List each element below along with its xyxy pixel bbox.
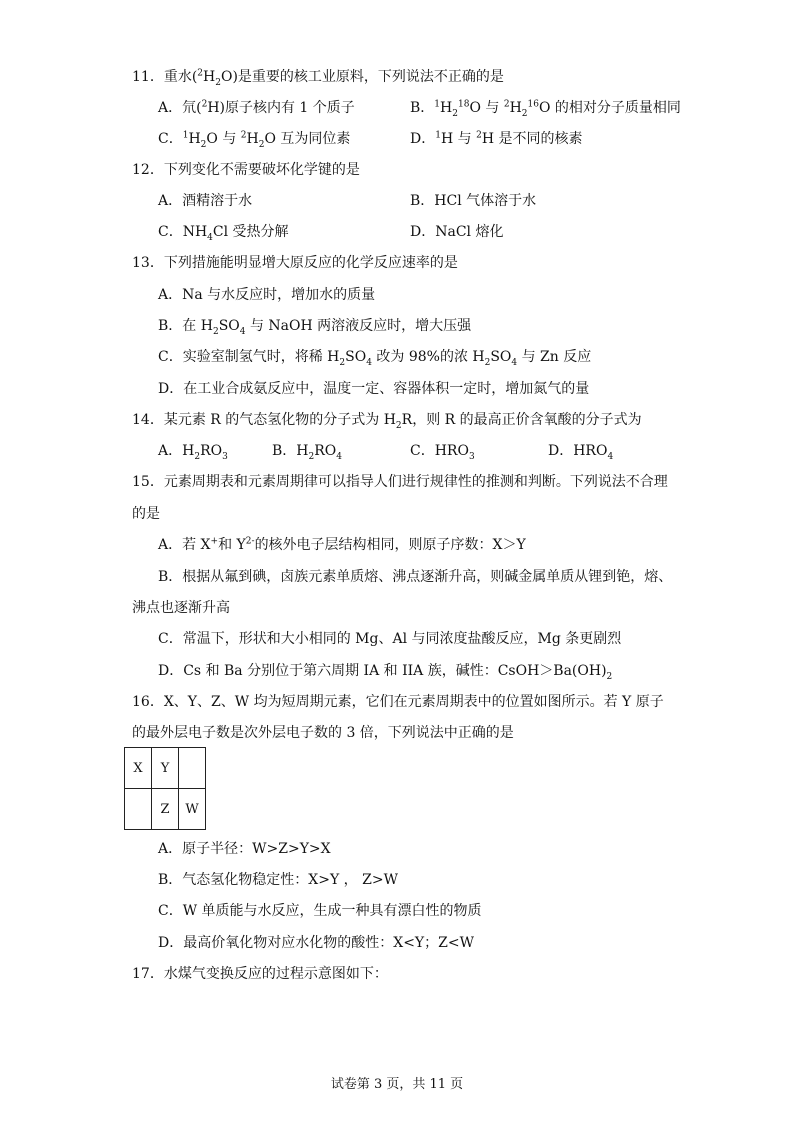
q13-option-b: B．在 $H_2SO_4$ 与 NaOH 两溶液反应时，增大压强	[158, 318, 472, 337]
grid-cell-empty	[125, 789, 152, 830]
q13-option-c: C．实验室制氢气时，将稀 $H_2SO_4$ 改为 98%的浓 $H_2SO_4$ 与 Zn 反应	[158, 349, 592, 368]
q15-option-b-line2: 沸点也逐渐升高	[132, 600, 230, 616]
q11-option-b: B．$^1H_2^{18}O$ 与 $^2H_2^{16}O$ 的相对分子质量相同	[410, 99, 681, 119]
q14-stem: 14．某元素 R 的气态氢化物的分子式为 $H_2R$，则 R 的最高正价含氧酸的分子式为	[132, 412, 642, 431]
grid-cell-z: Z	[152, 789, 179, 830]
q16-option-d: D．最高价氧化物对应水化物的酸性：X<Y；Z<W	[158, 935, 475, 951]
q15-option-a: A．若 X+和 $Y^{2-}$的核外电子层结构相同，则原子序数：X＞Y	[158, 536, 526, 553]
q16-option-b: B．气态氢化物稳定性：X>Y ， Z>W	[158, 872, 398, 888]
q12-option-d: D．NaCl 熔化	[410, 224, 504, 240]
q14-option-c: C．$HRO_3$	[410, 443, 475, 462]
q12-option-a: A．酒精溶于水	[158, 193, 253, 209]
q14-option-b: B．$H_2RO_4$	[272, 443, 342, 462]
grid-cell-y: Y	[152, 748, 179, 789]
q16-option-a: A．原子半径：W>Z>Y>X	[158, 841, 331, 857]
q11-option-c: C．$^1H_2O$ 与 $^2H_2O$ 互为同位素	[158, 130, 351, 150]
periodic-table-fragment	[124, 747, 206, 830]
q14-option-a: A．$H_2RO_3$	[158, 443, 228, 462]
grid-cell-empty	[179, 748, 206, 789]
q13-option-d: D．在工业合成氨反应中，温度一定、容器体积一定时，增加氮气的量	[158, 381, 590, 397]
grid-row	[125, 789, 206, 830]
q16-stem-line1: 16．X、Y、Z、W 均为短周期元素，它们在元素周期表中的位置如图所示。若 Y 原子	[132, 694, 664, 710]
q17-stem: 17．水煤气变换反应的过程示意图如下：	[132, 966, 388, 982]
q11-stem: 11．重水$(^2H_2O)$是重要的核工业原料，下列说法不正确的是	[132, 68, 504, 88]
q15-stem-line1: 15．元素周期表和元素周期律可以指导人们进行规律性的推测和判断。下列说法不合理	[132, 474, 668, 490]
q16-stem-line2: 的最外层电子数是次外层电子数的 3 倍，下列说法中正确的是	[132, 725, 514, 741]
q12-stem: 12．下列变化不需要破坏化学键的是	[132, 162, 360, 178]
q11-option-d: D．$^1$H 与 $^2$H 是不同的核素	[410, 130, 583, 147]
q12-option-b: B．HCl 气体溶于水	[410, 193, 537, 209]
q12-option-c: C．$NH_4Cl$ 受热分解	[158, 224, 289, 243]
grid-row	[125, 748, 206, 789]
q13-option-a: A．Na 与水反应时，增加水的质量	[158, 287, 376, 303]
grid-cell-w: W	[179, 789, 206, 830]
q15-option-d: D．Cs 和 Ba 分别位于第六周期 IA 和 IIA 族，碱性：$CsOH>Ba(OH)_2$	[158, 663, 613, 682]
grid-cell-x: X	[125, 748, 152, 789]
q11-option-a: A．氘($^2$H)原子核内有 1 个质子	[158, 99, 355, 116]
q15-option-b-line1: B．根据从氟到碘，卤族元素单质熔、沸点逐渐升高，则碱金属单质从锂到铯，熔、	[158, 569, 673, 585]
q13-stem: 13．下列措施能明显增大原反应的化学反应速率的是	[132, 255, 458, 271]
q15-stem-line2: 的是	[132, 506, 160, 522]
page-footer: 试卷第 3 页，共 11 页	[330, 1077, 464, 1092]
q14-option-d: D．$HRO_4$	[548, 443, 614, 462]
q16-option-c: C．W 单质能与水反应，生成一种具有漂白性的物质	[158, 903, 482, 919]
q15-option-c: C．常温下，形状和大小相同的 Mg、Al 与同浓度盐酸反应，Mg 条更剧烈	[158, 631, 622, 647]
